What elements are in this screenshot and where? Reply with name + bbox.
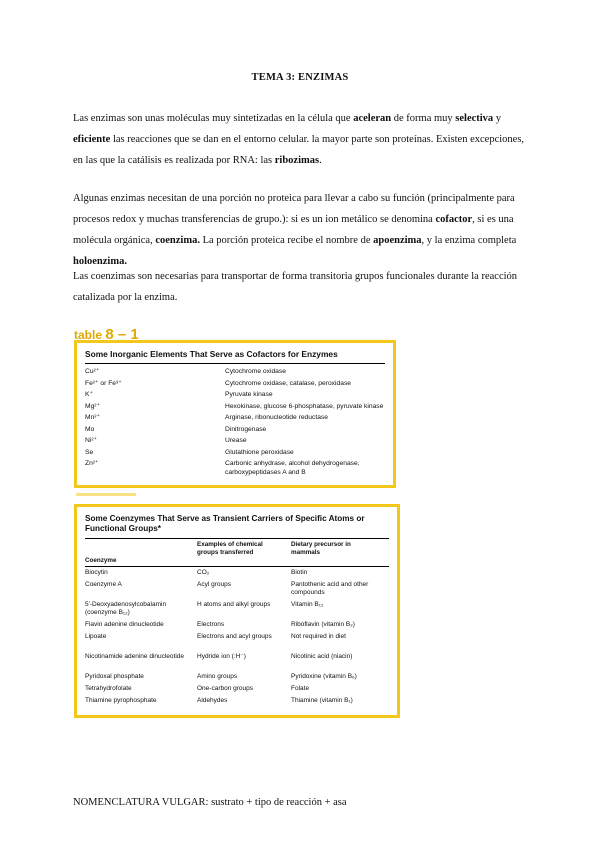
element-cell: Ni²⁺ bbox=[85, 437, 98, 444]
p2-text-4: , y la enzima completa bbox=[421, 235, 517, 246]
header-diet: Dietary precursor in mammals bbox=[291, 541, 351, 556]
diet-cell: Nicotinic acid (niacin) bbox=[291, 653, 353, 660]
enzymes-cell: Hexokinase, glucose 6-phosphatase, pyruvate kinase bbox=[225, 402, 384, 410]
table-row bbox=[85, 412, 385, 424]
element-cell: Fe²⁺ or Fe³⁺ bbox=[85, 379, 122, 387]
p2-text-1: Algunas enzimas necesitan de una porción no proteica para llevar a cabo su función (principalmente para procesos redox y muchas transferencias de grupo.): si es un ion metálico se denomina bbox=[73, 193, 515, 225]
table-row bbox=[85, 568, 391, 580]
header-groups: Examples of chemical groups transferred bbox=[197, 541, 263, 556]
p1-text-2: de forma muy bbox=[391, 113, 456, 124]
p1-bold-aceleran: aceleran bbox=[353, 113, 392, 124]
table-row bbox=[85, 447, 385, 459]
p2-bold-cofactor: cofactor bbox=[435, 214, 473, 225]
coenzymes-table-top-rule bbox=[85, 538, 389, 539]
cofactors-table-rule bbox=[85, 363, 385, 364]
coenzymes-table bbox=[74, 504, 400, 718]
coenzyme-cell: Nicotinamide adenine dinucleotide bbox=[85, 653, 185, 660]
table-row bbox=[85, 580, 391, 600]
enzymes-cell: Carbonic anhydrase, alcohol dehydrogenase, carboxypeptidases A and B bbox=[225, 460, 360, 476]
coenzyme-cell: Coenzyme A bbox=[85, 581, 122, 588]
table-row bbox=[85, 696, 391, 708]
element-cell: Zn²⁺ bbox=[85, 460, 99, 467]
diet-cell: Riboflavin (vitamin B₂) bbox=[291, 621, 355, 628]
p1-text-4: las reacciones que se dan en el entorno celular. la mayor parte son proteínas. Existen excepciones, en las que la catálisis es realizada por RNA: las bbox=[73, 134, 525, 166]
coenzyme-cell: Biocytin bbox=[85, 569, 108, 576]
coenzymes-table-rows bbox=[85, 568, 391, 708]
cofactors-table-rows bbox=[85, 366, 385, 478]
element-cell: Se bbox=[85, 448, 94, 456]
p2-text-3: La porción proteica recibe el nombre de bbox=[199, 235, 374, 246]
diet-cell: Vitamin B₁₂ bbox=[291, 601, 324, 608]
groups-cell: CO₂ bbox=[197, 569, 210, 576]
element-cell: Mo bbox=[85, 425, 95, 433]
page-title: TEMA 3: ENZIMAS bbox=[251, 72, 349, 83]
groups-cell: Acyl groups bbox=[197, 581, 231, 588]
diet-cell: Pantothenic acid and other compounds bbox=[291, 581, 369, 596]
p2-bold-apoenzima: apoenzima bbox=[373, 235, 422, 246]
coenzyme-cell: Flavin adenine dinucleotide bbox=[85, 621, 164, 628]
enzymes-cell: Cytochrome oxidase bbox=[225, 368, 286, 375]
p2-bold-holoenzima: holoenzima. bbox=[73, 256, 127, 267]
table-label-word: table bbox=[74, 328, 103, 342]
coenzymes-table-caption: Some Coenzymes That Serve as Transient Carriers of Specific Atoms or Functional Groups* bbox=[85, 514, 365, 533]
p1-text-5: . bbox=[319, 155, 322, 166]
groups-cell: One-carbon groups bbox=[197, 685, 254, 692]
enzymes-cell: Cytochrome oxidase, catalase, peroxidase bbox=[225, 379, 352, 387]
enzymes-cell: Dinitrogenase bbox=[225, 425, 267, 433]
diet-cell: Folate bbox=[291, 685, 310, 692]
coenzymes-table-header-rule bbox=[85, 566, 389, 567]
enzymes-cell: Glutathione peroxidase bbox=[225, 448, 294, 456]
p1-text-1: Las enzimas son unas moléculas muy sintetizadas en la célula que bbox=[73, 113, 354, 124]
header-coenzyme: Coenzyme bbox=[85, 557, 117, 564]
enzymes-cell: Urease bbox=[225, 437, 247, 444]
table-row bbox=[85, 632, 391, 652]
paragraph-cofactors bbox=[73, 188, 533, 272]
coenzyme-cell: 5′-Deoxyadenosylcobalamin (coenzyme B₁₂) bbox=[85, 601, 167, 616]
table-row bbox=[85, 435, 385, 447]
element-cell: K⁺ bbox=[85, 391, 93, 398]
groups-cell: Aldehydes bbox=[197, 697, 228, 704]
table-row bbox=[85, 672, 391, 684]
table-row bbox=[85, 652, 391, 672]
table-row bbox=[85, 378, 385, 390]
nomenclatura-label: NOMENCLATURA VULGAR bbox=[73, 797, 206, 808]
cofactors-table-caption: Some Inorganic Elements That Serve as Cofactors for Enzymes bbox=[85, 349, 338, 359]
coenzyme-cell: Lipoate bbox=[85, 633, 107, 640]
nomenclatura-text: : sustrato + tipo de reacción + asa bbox=[205, 797, 347, 808]
p2-text-2: , si es una molécula orgánica, bbox=[73, 214, 514, 246]
nomenclatura-line bbox=[73, 797, 347, 808]
table-row bbox=[85, 401, 385, 413]
diet-cell: Biotin bbox=[291, 569, 308, 576]
p2-bold-coenzima: coenzima. bbox=[155, 235, 200, 246]
table-row bbox=[85, 389, 385, 401]
p1-bold-eficiente: eficiente bbox=[73, 134, 111, 145]
p1-bold-selectiva: selectiva bbox=[455, 113, 494, 124]
paragraph-intro bbox=[73, 108, 533, 171]
paragraph-coenzimas: Las coenzimas son necesarias para transportar de forma transitoria grupos funcionales durante la reacción catalizada por la enzima. bbox=[73, 271, 518, 303]
diet-cell: Not required in diet bbox=[291, 633, 346, 640]
element-cell: Mg²⁺ bbox=[85, 402, 101, 410]
table-row bbox=[85, 424, 385, 436]
diet-cell: Thiamine (vitamin B₁) bbox=[291, 697, 353, 704]
groups-cell: Hydride ion (:H⁻) bbox=[197, 653, 246, 660]
enzymes-cell: Arginase, ribonucleotide reductase bbox=[225, 414, 328, 421]
table-row bbox=[85, 684, 391, 696]
coenzyme-cell: Tetrahydrofolate bbox=[85, 685, 132, 692]
table-row bbox=[85, 620, 391, 632]
element-cell: Cu²⁺ bbox=[85, 368, 100, 375]
groups-cell: Amino groups bbox=[197, 673, 238, 680]
p1-text-3: y bbox=[493, 113, 502, 124]
groups-cell: Electrons and acyl groups bbox=[197, 633, 272, 640]
cofactors-table bbox=[74, 340, 396, 488]
cropped-table-label-remnant bbox=[76, 493, 136, 496]
element-cell: Mn²⁺ bbox=[85, 414, 101, 421]
diet-cell: Pyridoxine (vitamin B₆) bbox=[291, 673, 357, 680]
groups-cell: H atoms and alkyl groups bbox=[197, 601, 271, 608]
enzymes-cell: Pyruvate kinase bbox=[225, 391, 273, 398]
p1-bold-ribozimas: ribozimas bbox=[274, 155, 320, 166]
table-row bbox=[85, 600, 391, 620]
coenzyme-cell: Pyridoxal phosphate bbox=[85, 673, 144, 680]
groups-cell: Electrons bbox=[197, 621, 225, 628]
table-row bbox=[85, 458, 385, 478]
table-row bbox=[85, 366, 385, 378]
table-label-number: 8 – 1 bbox=[105, 326, 139, 343]
coenzyme-cell: Thiamine pyrophosphate bbox=[85, 697, 157, 704]
